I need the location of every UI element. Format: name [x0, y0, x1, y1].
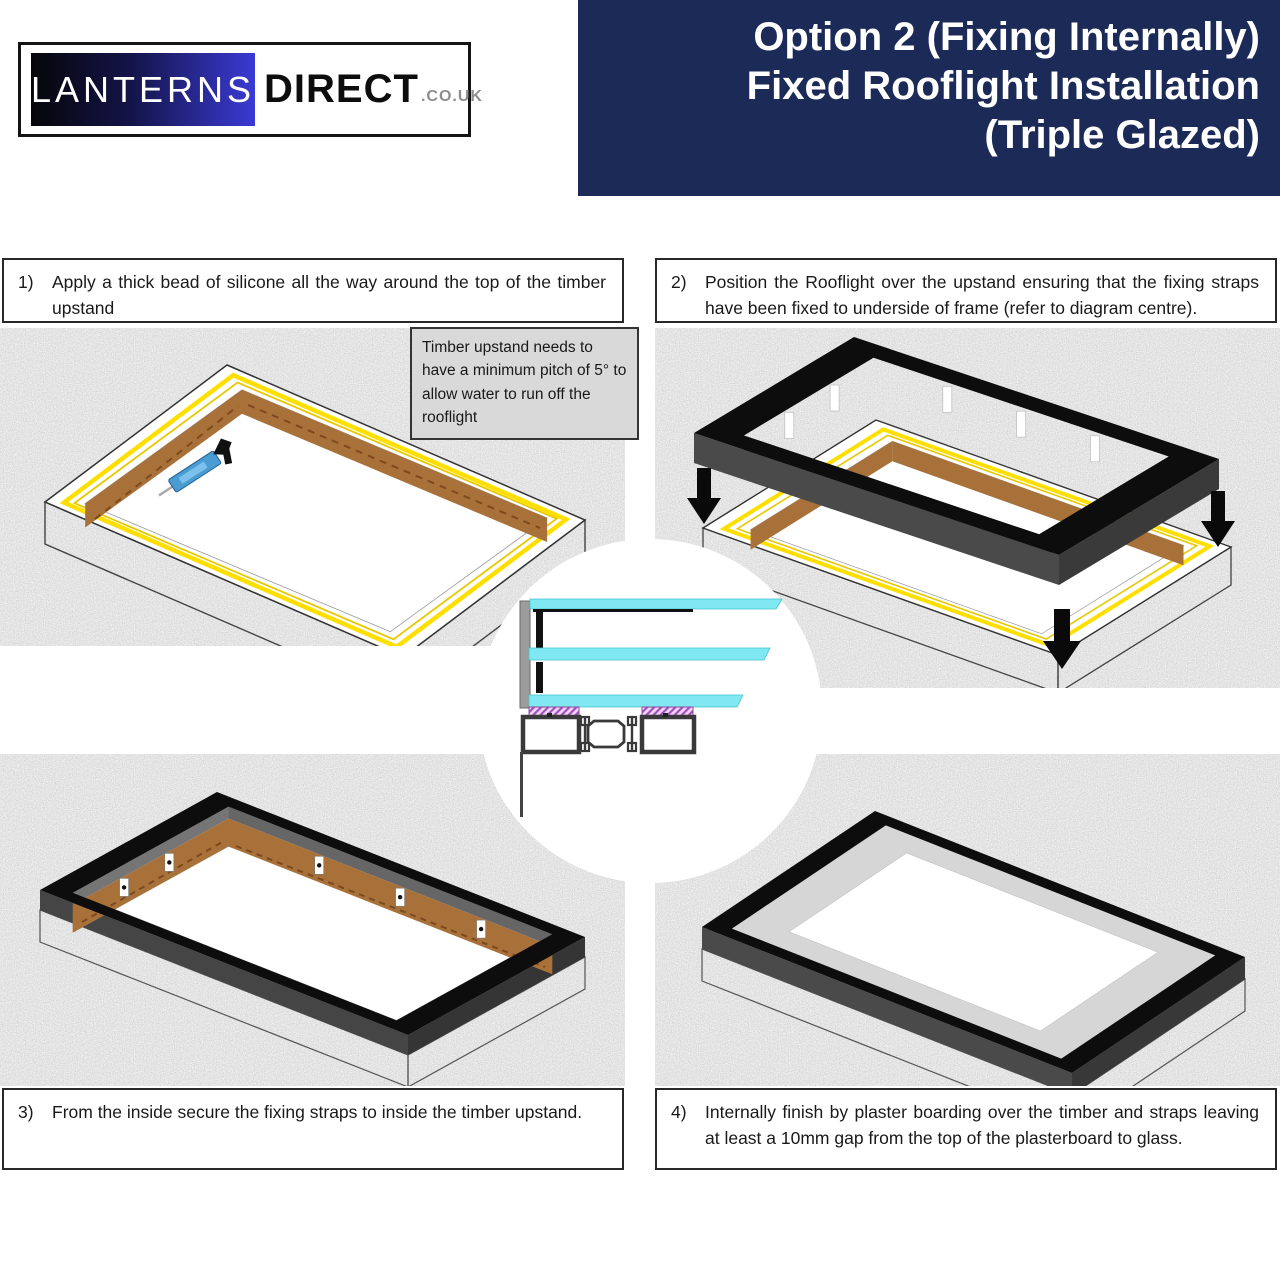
step-2-number: 2) — [671, 272, 687, 292]
step-4-instruction — [655, 1088, 1277, 1170]
step-3-instruction — [2, 1088, 624, 1170]
title-banner — [578, 0, 1280, 196]
pitch-note — [410, 327, 639, 440]
aluminium-profile-right — [642, 717, 694, 752]
fixing-strap — [785, 412, 794, 438]
fixing-strap — [1017, 411, 1026, 437]
fixing-nub — [663, 713, 668, 717]
step-4-text: Internally finish by plaster boarding over the timber and straps leaving at least a 10mm gap from the top of the plasterboard to glass. — [705, 1102, 1259, 1149]
fixing-nub — [547, 713, 552, 717]
step-3-text: From the inside secure the fixing straps to inside the timber upstand. — [52, 1102, 583, 1122]
fixing-strap — [120, 878, 129, 896]
fixing-strap — [315, 856, 324, 874]
glazing-spacer-2 — [536, 662, 543, 693]
thermal-break-assembly — [581, 717, 636, 751]
central-chamber — [588, 721, 624, 747]
title-line-1: Option 2 (Fixing Internally) — [753, 15, 1260, 59]
cross-section-diagram — [495, 575, 805, 835]
step-3-number: 3) — [18, 1102, 34, 1122]
step-4-number: 4) — [671, 1102, 687, 1122]
logo-gradient-block — [31, 53, 255, 126]
fixing-strap — [396, 888, 405, 906]
step-1-number: 1) — [18, 272, 34, 292]
fixing-strap — [943, 386, 952, 412]
step-2-instruction — [655, 258, 1277, 323]
step-1-text: Apply a thick bead of silicone all the way around the top of the timber upstand — [52, 272, 606, 319]
fixing-strap — [830, 385, 839, 411]
title-line-2: Fixed Rooflight Installation — [746, 64, 1260, 109]
aluminium-profile-left — [523, 717, 579, 752]
pane-edge-line — [533, 609, 693, 612]
fixing-strap — [1091, 436, 1100, 462]
glass-pane-3 — [529, 695, 743, 707]
glass-pane-2 — [529, 648, 770, 660]
glass-pane-1 — [530, 599, 782, 609]
step-1-instruction — [2, 258, 624, 323]
logo-brand-primary: LANTERNS — [31, 68, 256, 110]
gasket-pad-left — [529, 707, 579, 716]
logo-brand-secondary: DIRECT — [264, 67, 419, 111]
fixing-strap — [165, 853, 174, 871]
title-line-3: (Triple Glazed) — [984, 113, 1260, 158]
lanterns-direct-logo — [18, 42, 483, 137]
internal-wall-line — [520, 752, 523, 817]
step-2-text: Position the Rooflight over the upstand ensuring that the fixing straps have been fixed to underside of frame (refer to diagram centre). — [705, 272, 1259, 319]
pitch-note-text: Timber upstand needs to have a minimum pitch of 5° to allow water to run off the rooflight — [422, 339, 627, 426]
timber-upstand-section — [520, 601, 530, 708]
fixing-strap — [477, 920, 486, 938]
logo-brand-suffix: .CO.UK — [420, 87, 483, 105]
